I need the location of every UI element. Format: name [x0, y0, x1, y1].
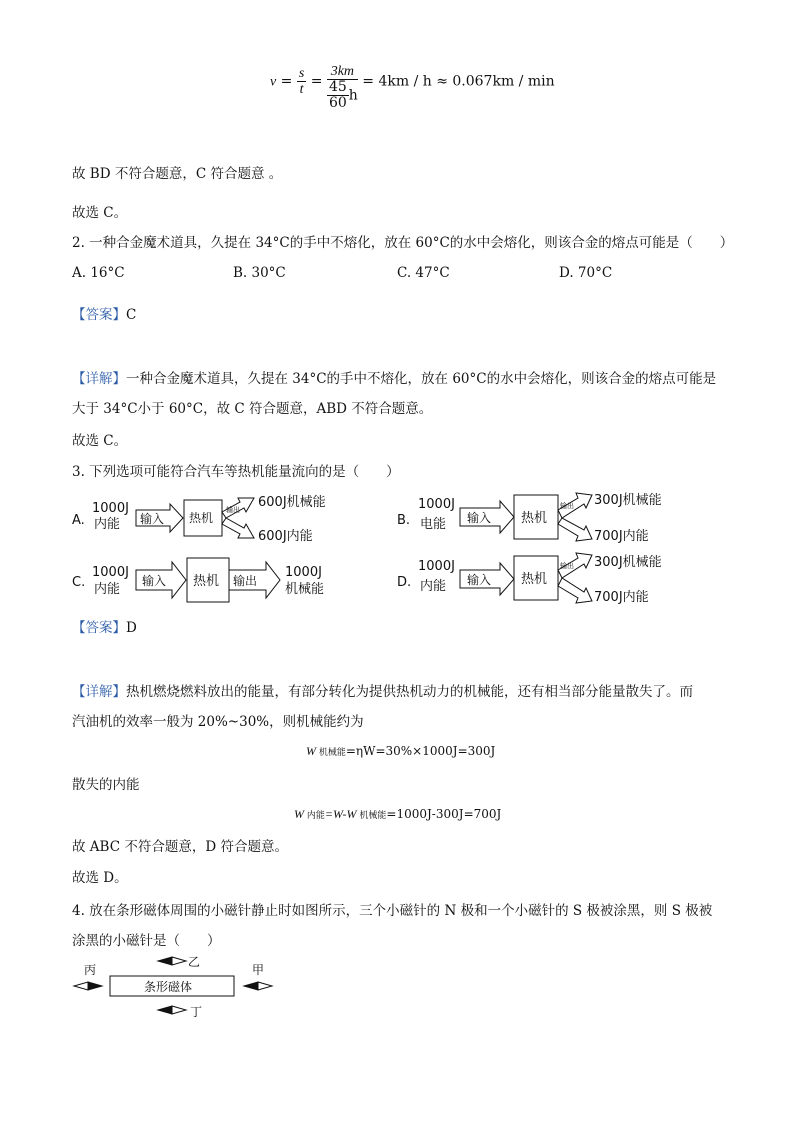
answer-tag: 【答案】 — [72, 307, 126, 323]
q4-stem-line2: 涂黑的小磁针是（ ） — [72, 933, 221, 949]
equals-sign: = — [280, 73, 293, 90]
q2-option-c: C. 47°C — [397, 265, 450, 281]
velocity-result: = 4km / h ≈ 0.067km / min — [362, 73, 555, 90]
q2-detail-line1 — [72, 370, 716, 388]
q2-option-d: D. 70°C — [559, 265, 613, 281]
answer-value: D — [126, 620, 137, 636]
v-symbol: v — [270, 74, 277, 90]
option-d-letter: D. — [397, 575, 412, 590]
needle-left — [74, 963, 102, 990]
needle-left-label: 丙 — [84, 963, 97, 977]
w-subscript-2: 机械能 — [356, 811, 387, 821]
option-c-output-1: 1000J — [285, 565, 322, 580]
option-a-input-energy: 1000J — [92, 501, 129, 516]
velocity-formula — [270, 64, 555, 111]
option-b-input-energy: 1000J — [418, 497, 455, 512]
bar-magnet-label: 条形磁体 — [144, 980, 193, 994]
q2-option-b: B. 30°C — [233, 265, 286, 281]
q3-detail-line2: 汽油机的效率一般为 20%~30%，则机械能约为 — [72, 714, 364, 730]
q4-stem-line1: 4. 放在条形磁体周围的小磁针静止时如图所示，三个小磁针的 N 极和一个小磁针的 S 极被涂黑，则 S 极被 — [72, 903, 713, 919]
option-b-letter: B. — [397, 513, 411, 528]
option-d-output-1: 300J机械能 — [594, 555, 662, 570]
time-value — [327, 80, 358, 111]
formula-result: =1000J-300J=700J — [386, 807, 502, 821]
option-b-machine: 热机 — [521, 511, 548, 526]
w-subscript: 内能 — [304, 811, 325, 821]
minutes-denominator: 60 — [328, 95, 347, 111]
option-b-input-label: 输入 — [467, 511, 492, 525]
q3-loss-label: 散失的内能 — [72, 777, 140, 793]
internal-energy-formula — [294, 807, 501, 822]
q2-stem: 2. 一种合金魔术道具，久提在 34°C的手中不熔化，放在 60°C的水中会熔化，则该合金的熔点可能是（ ） — [72, 235, 734, 251]
answer-tag: 【答案】 — [72, 620, 126, 636]
option-a-diagram — [72, 494, 326, 544]
option-c-letter: C. — [72, 575, 86, 590]
w-subscript: 机械能 — [316, 748, 346, 758]
option-a-machine: 热机 — [189, 511, 214, 525]
option-a-output-1: 600J机械能 — [258, 495, 326, 510]
hour-unit: h — [348, 87, 358, 104]
option-b-input-type: 电能 — [420, 517, 447, 532]
q3-detail-line1 — [72, 683, 693, 701]
option-c-input-energy: 1000J — [92, 565, 129, 580]
option-b-diagram — [397, 492, 662, 544]
detail-tag: 【详解】 — [72, 371, 126, 387]
option-a-out-label: 输出 — [226, 506, 240, 514]
q3-choice: 故选 D。 — [72, 870, 128, 886]
detail-text: 一种合金魔术道具，久提在 34°C的手中不熔化，放在 60°C的水中会熔化，则该合金的熔点可能是 — [126, 371, 717, 387]
option-d-input-energy: 1000J — [418, 559, 455, 574]
q2-answer — [72, 306, 136, 324]
option-a-input-label: 输入 — [140, 512, 165, 526]
q3-stem: 3. 下列选项可能符合汽车等热机能量流向的是（ ） — [72, 464, 400, 480]
option-d-out-label: 输出 — [560, 562, 574, 570]
needle-bottom-label: 丁 — [190, 1005, 203, 1019]
q2-choice: 故选 C。 — [72, 433, 128, 449]
answer-value: C — [126, 307, 137, 323]
q2-detail-line2: 大于 34°C小于 60°C，故 C 符合题意，ABD 不符合题意。 — [72, 401, 433, 417]
option-d-machine: 热机 — [521, 572, 548, 587]
formula-middle: =W-W — [324, 807, 357, 821]
option-b-out-label: 输出 — [560, 502, 574, 510]
option-d-input-type: 内能 — [420, 579, 447, 594]
option-c-machine: 热机 — [193, 574, 220, 589]
needle-right-label: 甲 — [252, 963, 265, 977]
option-a-input-type: 内能 — [94, 517, 121, 532]
option-c-out-label: 输出 — [233, 574, 258, 588]
s-symbol: s — [298, 66, 305, 81]
option-a-output-2: 600J内能 — [258, 529, 313, 544]
q3-conclusion: 故 ABC 不符合题意，D 符合题意。 — [72, 839, 288, 855]
option-b-out-arrow-down — [558, 518, 592, 541]
option-c-diagram — [72, 558, 324, 602]
minutes-numerator: 45 — [328, 79, 347, 95]
needle-top-label: 乙 — [188, 955, 201, 969]
distance-value: 3km — [327, 64, 358, 80]
option-c-input-type: 内能 — [94, 582, 121, 597]
formula-result: =ηW=30%×1000J=300J — [345, 744, 496, 758]
needle-right — [244, 963, 272, 990]
q3-diagrams — [0, 490, 794, 620]
mechanical-energy-formula — [306, 744, 495, 759]
q3-answer — [72, 619, 137, 637]
s-over-t — [297, 66, 306, 97]
option-a-out-arrow-down — [222, 518, 254, 538]
option-a-letter: A. — [72, 513, 85, 528]
option-d-input-label: 输入 — [467, 573, 492, 587]
option-b-output-2: 700J内能 — [594, 529, 649, 544]
w-symbol: W — [306, 744, 316, 758]
detail-tag: 【详解】 — [72, 684, 126, 700]
magnet-diagram — [66, 954, 326, 1024]
option-d-diagram — [397, 553, 662, 605]
option-d-out-arrow-down — [558, 578, 592, 603]
q1-choice: 故选 C。 — [72, 205, 128, 221]
detail-text: 热机燃烧燃料放出的能量，有部分转化为提供热机动力的机械能，还有相当部分能量散失了。而 — [126, 684, 693, 700]
w-symbol: W — [294, 807, 304, 821]
option-c-output-2: 机械能 — [285, 582, 325, 597]
distance-over-time — [327, 64, 358, 111]
option-c-input-label: 输入 — [142, 574, 167, 588]
t-symbol: t — [299, 82, 304, 97]
option-b-output-1: 300J机械能 — [594, 493, 662, 508]
needle-top — [158, 955, 200, 969]
q1-conclusion: 故 BD 不符合题意，C 符合题意 。 — [72, 166, 283, 182]
needle-bottom — [158, 1005, 202, 1019]
q2-option-a: A. 16°C — [72, 265, 125, 281]
option-d-output-2: 700J内能 — [594, 590, 649, 605]
equals-sign-2: = — [310, 73, 323, 90]
